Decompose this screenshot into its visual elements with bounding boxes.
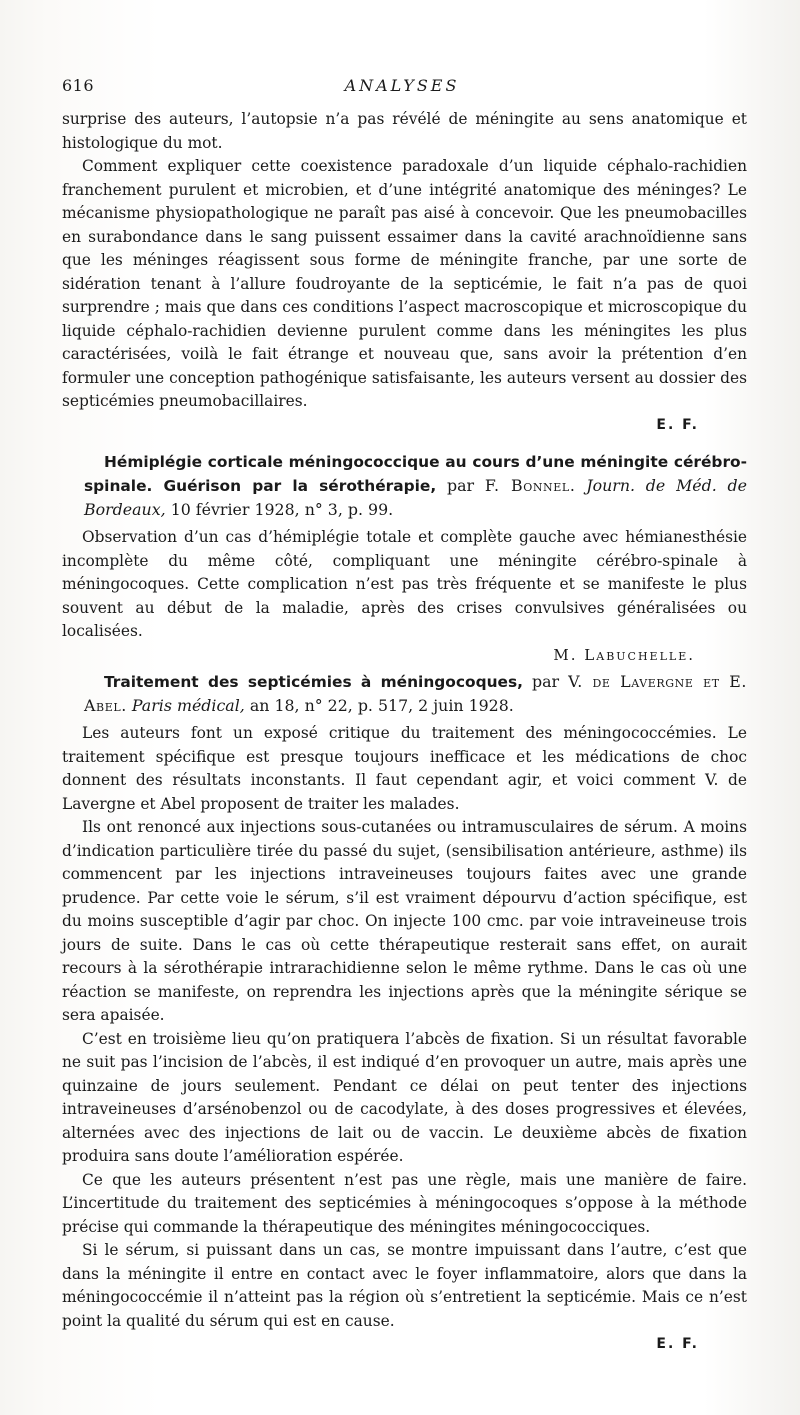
page-number: 616	[62, 76, 95, 95]
article-author: F. Bonnel.	[484, 476, 576, 495]
article-title: Hémiplégie corticale méningococcique au cours d’une méningite cérébro-spinale. Guérison par la sérothérapie,	[84, 453, 747, 495]
paragraph: Comment expliquer cette coexistence paradoxale d’un liquide céphalo-rachidien franchement purulent et microbien, et d’une intégrité anatomique des méninges? Le mécanisme physiopathologique ne paraît pas aisé à concevoir. Que les pneumobacilles en surabondance dans le sang puissent essaimer dans la cavité arachnoïdienne sans que les méninges réagissent sous forme de méningite franche, par une sorte de sidération tenant à l’allure foudroyante de la septicémie, le fait n’a pas de quoi surprendre ; mais que dans ces conditions l’aspect macroscopique et microscopique du liquide céphalo-rachidien devienne purulent comme dans les méningites les plus caractérisées, voilà le fait étrange et nouveau que, sans avoir la prétention d’en formuler une conception pathogénique satisfaisante, les auteurs versent au dossier des septicémies pneumobacillaires.	[62, 157, 747, 410]
byline-word: par	[447, 476, 475, 495]
page-header	[62, 76, 742, 98]
article-hemiplegia	[62, 450, 747, 667]
journal-name: Journ. de Méd. de Bordeaux,	[84, 476, 747, 519]
paragraph: Ce que les auteurs présentent n’est pas une règle, mais une manière de faire. L’incertitude du traitement des septicémies à méningocoques s’oppose à la méthode précise qui commande la thérapeutique des méningites méningococciques.	[62, 1170, 747, 1236]
article-meningococcal-septicemia-treatment	[62, 670, 747, 1357]
article-signature: M. Labuchelle.	[553, 645, 695, 664]
paragraph: Observation d’un cas d’hémiplégie totale et complète gauche avec hémianesthésie incomplète du même côté, compliquant une méningite cérébro-spinale à méningocoques. Cette complication n’est pas très fréquente et se manifeste le plus souvent au début de la maladie, après des crises convulsives généralisées ou localisées.	[62, 528, 747, 640]
paragraph: surprise des auteurs, l’autopsie n’a pas révélé de méningite au sens anatomique et histologique du mot.	[62, 110, 747, 152]
article-heading	[62, 670, 747, 718]
article-heading	[62, 450, 747, 522]
article-signature: E. F.	[656, 416, 699, 433]
article-signature: E. F.	[656, 1336, 699, 1352]
paragraph: Les auteurs font un exposé critique du traitement des méningococcémies. Le traitement spécifique est presque toujours inefficace et les médications de choc donnent des résultats inconstants. Il faut cependant agir, et voici comment V. de Lavergne et Abel proposent de traiter les malades.	[62, 724, 747, 813]
article-author: V. de Lavergne et E. Abel.	[84, 672, 747, 715]
paragraph: Si le sérum, si puissant dans un cas, se montre impuissant dans l’autre, c’est que dans la méningite il entre en contact avec le foyer inflammatoire, alors que dans la méningococcémie il n’atteint pas la région où s’entretient la septicémie. Mais ce n’est point la qualité du sérum qui est en cause.	[62, 1241, 747, 1330]
article-pneumobacillary-septicemia	[62, 108, 747, 437]
running-head: ANALYSES	[344, 76, 460, 95]
paragraph: Ils ont renoncé aux injections sous-cutanées ou intramusculaires de sérum. A moins d’indication particulière tirée du passé du sujet, (sensibilisation antérieure, asthme) ils commencent par les injections intraveineuses toujours faites avec une grande prudence. Par cette voie le sérum, s’il est vraiment dépourvu d’action spécifique, est du moins susceptible d’agir par choc. On injecte 100 cmc. par voie intraveineuse trois jours de suite. Dans le cas où cette thérapeutique resterait sans effet, on aurait recours à la sérothérapie intrarachidienne selon le même rythme. Dans le cas où une réaction se manifeste, on reprendra les injections après que la méningite sérique se sera apaisée.	[62, 818, 747, 1024]
journal-name: Paris médical,	[131, 696, 245, 715]
paragraph: C’est en troisième lieu qu’on pratiquera l’abcès de fixation. Si un résultat favorable ne suit pas l’incision de l’abcès, il est indiqué d’en provoquer un autre, mais après une quinzaine de jours seulement. Pendant ce délai on peut tenter des injections intraveineuses d’arsénobenzol ou de cacodylate, à des doses progressives et élevées, alternées avec des injections de lait ou de vaccin. Le deuxième abcès de fixation produira sans doute l’amélioration espérée.	[62, 1029, 747, 1165]
journal-reference: an 18, n° 22, p. 517, 2 juin 1928.	[249, 696, 514, 715]
byline-word: par	[531, 672, 560, 691]
journal-reference: 10 février 1928, n° 3, p. 99.	[170, 500, 394, 519]
article-title: Traitement des septicémies à méningocoques,	[104, 673, 523, 691]
